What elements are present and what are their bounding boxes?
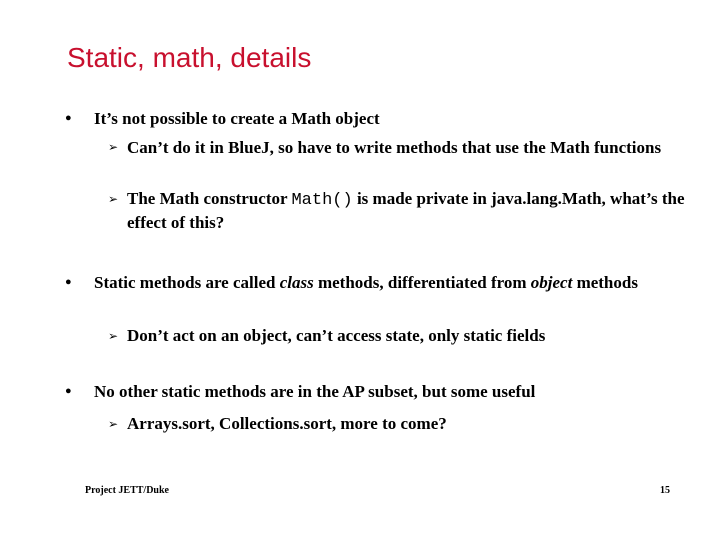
b2-emphasis-class: class bbox=[279, 273, 314, 292]
bullet-icon: ● bbox=[65, 112, 72, 124]
bullet-3-sub-1: Arrays.sort, Collections.sort, more to come? bbox=[127, 414, 447, 433]
slide-title: Static, math, details bbox=[67, 42, 312, 73]
arrow-bullet-icon: ➢ bbox=[108, 329, 119, 343]
b2-emphasis-object: object bbox=[530, 273, 573, 292]
arrow-bullet-icon: ➢ bbox=[108, 192, 119, 206]
bullet-icon: ● bbox=[65, 276, 72, 288]
sub-2-pre: The Math constructor bbox=[127, 189, 292, 208]
bullet-1-sub-1: Can’t do it in BlueJ, so have to write methods that use the Math functions bbox=[127, 138, 662, 157]
bullet-3-text: No other static methods are in the AP subset, but some useful bbox=[94, 382, 536, 401]
bullet-icon: ● bbox=[65, 385, 72, 397]
b2-mid: methods, differentiated from bbox=[313, 273, 531, 292]
b2-pre: Static methods are called bbox=[94, 273, 280, 292]
bullet-2-sub-1: Don’t act on an object, can’t access state, only static fields bbox=[127, 326, 546, 345]
arrow-bullet-icon: ➢ bbox=[108, 140, 119, 154]
page-number: 15 bbox=[660, 485, 670, 496]
arrow-bullet-icon: ➢ bbox=[108, 417, 119, 431]
footer-label: Project JETT/Duke bbox=[85, 485, 169, 496]
bullet-1-text: It’s not possible to create a Math object bbox=[94, 109, 380, 128]
code-snippet: Math() bbox=[291, 191, 353, 210]
bullet-2-text bbox=[94, 272, 684, 294]
sub-2-post: is made private in java.lang.Math, what’s the effect of this? bbox=[127, 189, 685, 232]
bullet-1-sub-2 bbox=[127, 188, 687, 234]
b2-post: methods bbox=[572, 273, 638, 292]
